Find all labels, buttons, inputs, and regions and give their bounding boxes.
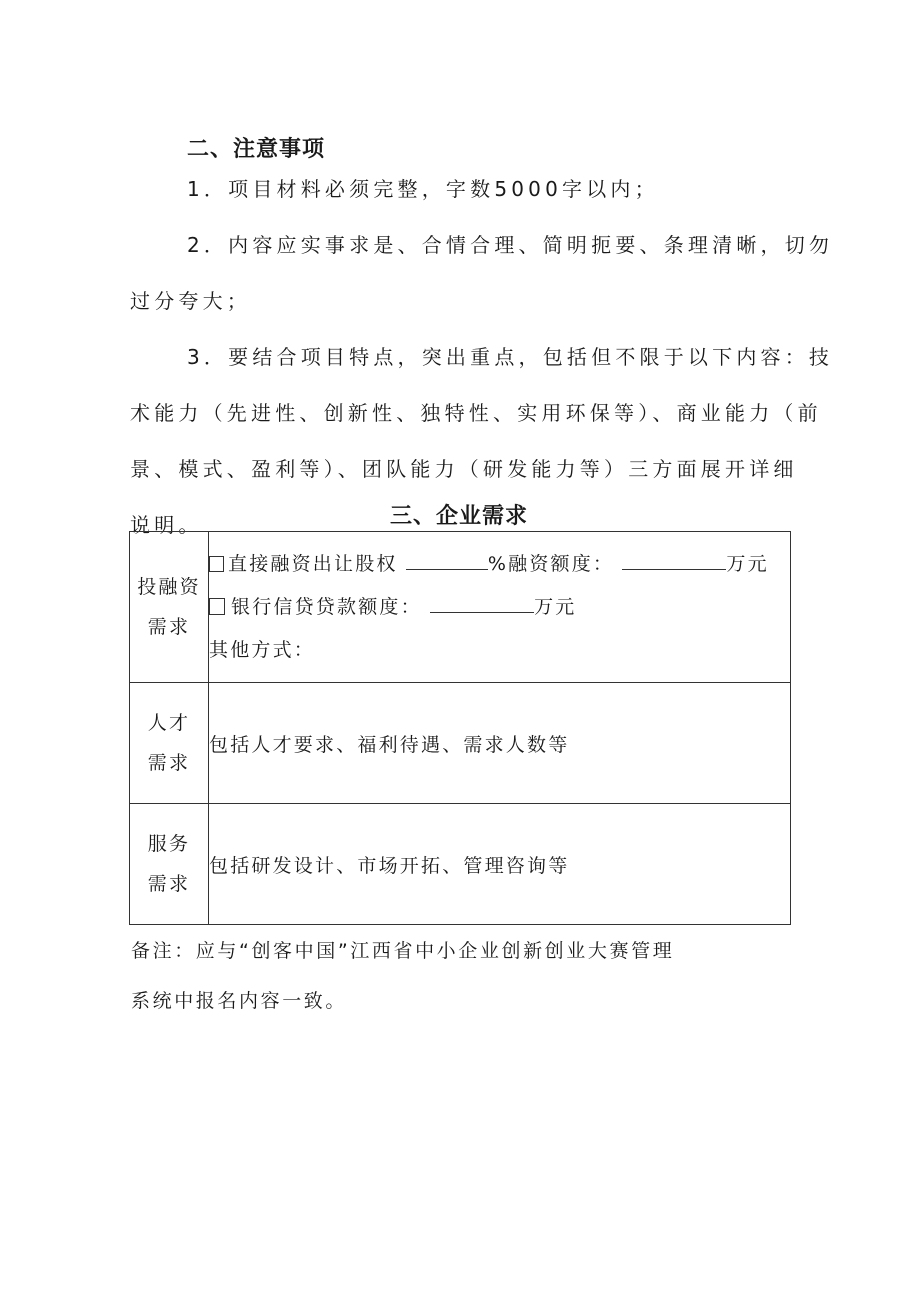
equity-percent-blank[interactable] xyxy=(406,551,488,570)
service-needs-content: 包括研发设计、市场开拓、管理咨询等 xyxy=(209,804,791,925)
section3-title: 三、企业需求 xyxy=(390,504,529,529)
notice-item-1-text: 1．项目材料必须完整，字数5000字以内； xyxy=(187,177,659,201)
section2-title: 二、注意事项 xyxy=(187,137,326,162)
notice-item-3-line: 术能力（先进性、创新性、独特性、实用环保等）、商业能力（前 xyxy=(130,401,822,425)
notice-item-3-line: 3．要结合项目特点，突出重点，包括但不限于以下内容：技 xyxy=(187,345,834,369)
notice-item-2 xyxy=(130,217,833,329)
equity-checkbox[interactable] xyxy=(209,556,224,572)
row-label xyxy=(130,683,209,804)
row-label-line: 人才 xyxy=(147,712,191,734)
financing-options xyxy=(209,532,791,683)
table-row xyxy=(130,683,791,804)
remark-line: 备注：应与“创客中国”江西省中小企业创新创业大赛管理 xyxy=(131,940,675,962)
table-row xyxy=(130,532,791,683)
row-label xyxy=(130,532,209,683)
notice-item-2-line: 2．内容应实事求是、合情合理、简明扼要、条理清晰，切勿 xyxy=(187,233,834,257)
row-label-line: 需求 xyxy=(147,873,191,895)
row-label-line: 服务 xyxy=(147,833,191,855)
notice-item-2-line: 过分夸大； xyxy=(130,289,251,313)
remark-note xyxy=(131,926,674,1026)
equity-suffix: %融资额度： xyxy=(487,552,615,575)
other-option: 其他方式： xyxy=(209,638,316,661)
loan-unit: 万元 xyxy=(534,595,577,618)
loan-label: 银行信贷贷款额度： xyxy=(231,595,422,618)
row-label-line: 需求 xyxy=(147,752,191,774)
table-row xyxy=(130,804,791,925)
loan-option xyxy=(209,586,790,629)
enterprise-needs-table xyxy=(129,531,791,925)
notice-item-3-line: 景、模式、盈利等）、团队能力（研发能力等）三方面展开详细 xyxy=(130,457,798,481)
talent-needs-content: 包括人才要求、福利待遇、需求人数等 xyxy=(209,683,791,804)
loan-amount-blank[interactable] xyxy=(430,594,534,613)
equity-amount-blank[interactable] xyxy=(622,551,726,570)
notice-item-3-line: 说明。 xyxy=(130,513,203,537)
remark-line: 系统中报名内容一致。 xyxy=(131,990,348,1012)
notice-item-1 xyxy=(187,161,659,217)
row-label-line: 需求 xyxy=(147,616,191,638)
equity-unit: 万元 xyxy=(726,552,769,575)
row-label-line: 投融资 xyxy=(137,576,201,598)
loan-checkbox[interactable] xyxy=(209,598,225,615)
row-label xyxy=(130,804,209,925)
equity-label: 直接融资出让股权 xyxy=(228,552,398,575)
equity-option xyxy=(209,543,790,586)
